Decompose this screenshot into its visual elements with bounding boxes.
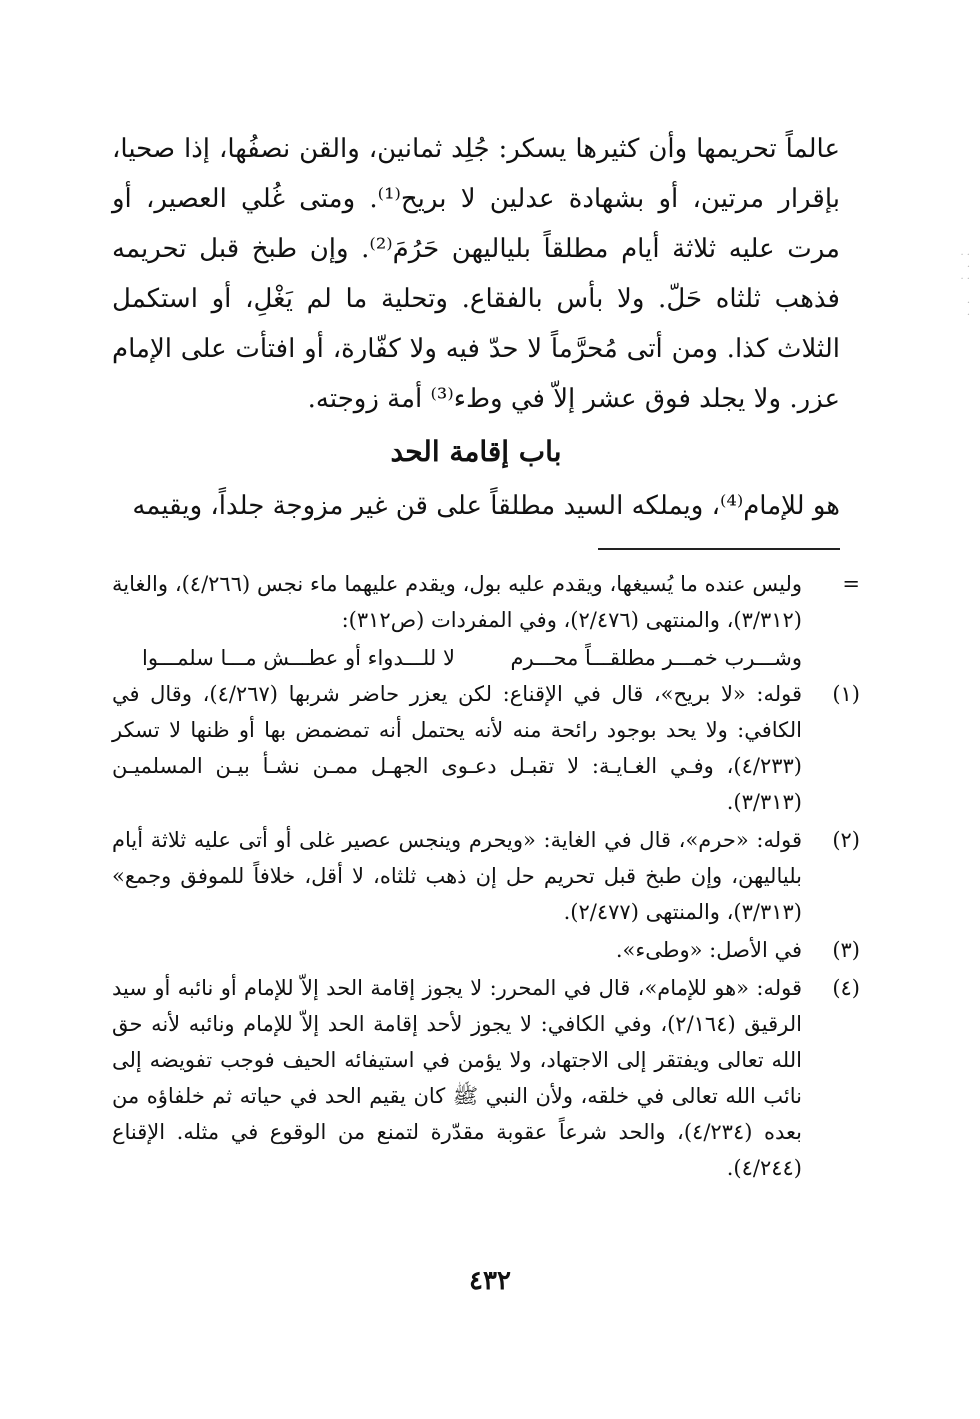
footnote-text: قوله: «هو للإمام»، قال في المحرر: لا يجوز إقامة الحد إلاّ للإمام أو نائبه أو سيد الرقيق (٢/١٦٤)، وفي الكافي: لا يجوز لأحد إقامة الحد إلاّ للإمام ونائبه لأنه حق الله تعالى ويفتقر إلى الاجتهاد، ولا يؤمن في استيفائه الحيف فوجب تفويضه إلى نائب الله تعالى في خلقه، ولأن النبي ﷺ كان يقيم الحد في حياته ثم خلفاؤه من بعده (٤/٢٣٤)، والحد شرعاً عقوبة مقدّرة لتمنع من الوقوع في مثله. الإقناع (٤/٢٤٤). [112, 976, 803, 1180]
footnote-number: (٢) [832, 828, 860, 852]
footnote-continuation [112, 566, 860, 638]
scan-speckles: · · · · · · · [960, 250, 970, 321]
footnote [112, 676, 860, 820]
page-number: ٤٣٢ [469, 1266, 511, 1296]
footnote [112, 932, 860, 968]
section-text: هو للإمام⁽⁴⁾، ويملكه السيد مطلقاً على قن غير مزوجة جلداً، ويقيمه [132, 491, 840, 521]
footnote-number: (١) [832, 682, 860, 706]
main-paragraph: عالماً تحريمها وأن كثيرها يسكر: جُلِد ثمانين، والقن نصفُها، إذا صحيا، بإقرار مرتين، أو بشهادة عدلين لا بريح⁽¹⁾. ومتى غُلي العصير، أو مرت عليه ثلاثة أيام مطلقاً بلياليهن حَرُمَ⁽²⁾. وإن طبخ قبل تحريمه فذهب ثلثاه حَلّ. ولا بأس بالفقاع. وتحلية ما لم يَغْلِ، أو استكمل الثلاث كذا. ومن أتى مُحرَّماً لا حدّ فيه ولا كفّارة، أو افتأت على الإمام عزر. ولا يجلد فوق عشر إلاّ في وطء⁽³⁾ أمة زوجته. [112, 134, 840, 414]
section-heading: باب إقامة الحد [390, 435, 562, 468]
footnote-separator [598, 548, 840, 550]
continuation-text: وليس عنده ما يُسيغها، ويقدم عليه بول، ويقدم عليهما ماء نجس (٤/٢٦٦)، والغاية (٣/٣١٢)، والمنتهى (٢/٤٧٦)، وفي المفردات (ص٣١٢): [112, 572, 802, 632]
footnotes [112, 566, 860, 1188]
footnote [112, 822, 860, 930]
footnote-number: (٣) [832, 938, 860, 962]
footnote-text: قوله: «حرم»، قال في الغاية: «ويحرم وينجس عصير غلى أو أتى عليه ثلاثة أيام بلياليهن، وإن طبخ قبل تحريم حل إن ذهب ثلثاه، لا أقل، خلافاً للموفق وجمع» (٣/٣١٣)، والمنتهى (٢/٤٧٧). [112, 828, 802, 924]
poem-hemistich: وشـــرب خمـــر مطلقـــاً محـــرم [510, 646, 802, 670]
continuation-marker: = [842, 572, 860, 596]
poem-verse [142, 640, 802, 676]
footnote-text: قوله: «لا بريح»، قال في الإقناع: لكن يعزر حاضر شربها (٤/٢٦٧)، وقال في الكافي: ولا يحد بوجود رائحة منه لأنه يحتمل أنه تمضمض بها أو ظنها لا تسكر (٤/٢٣٣)، وفـي الغـايـة: لا تقبـل دعـوى الجهـل ممـن نشـأ بيـن المسلميـن (٣/٣١٣). [112, 682, 802, 814]
footnote-number: (٤) [832, 976, 860, 1000]
footnote-text: في الأصل: «وطىء». [615, 938, 802, 962]
main-text [112, 124, 840, 424]
poem-hemistich: لا للـــدواء أو عطـــش مـــا سلمـــوا [142, 646, 455, 670]
footnote [112, 970, 860, 1186]
